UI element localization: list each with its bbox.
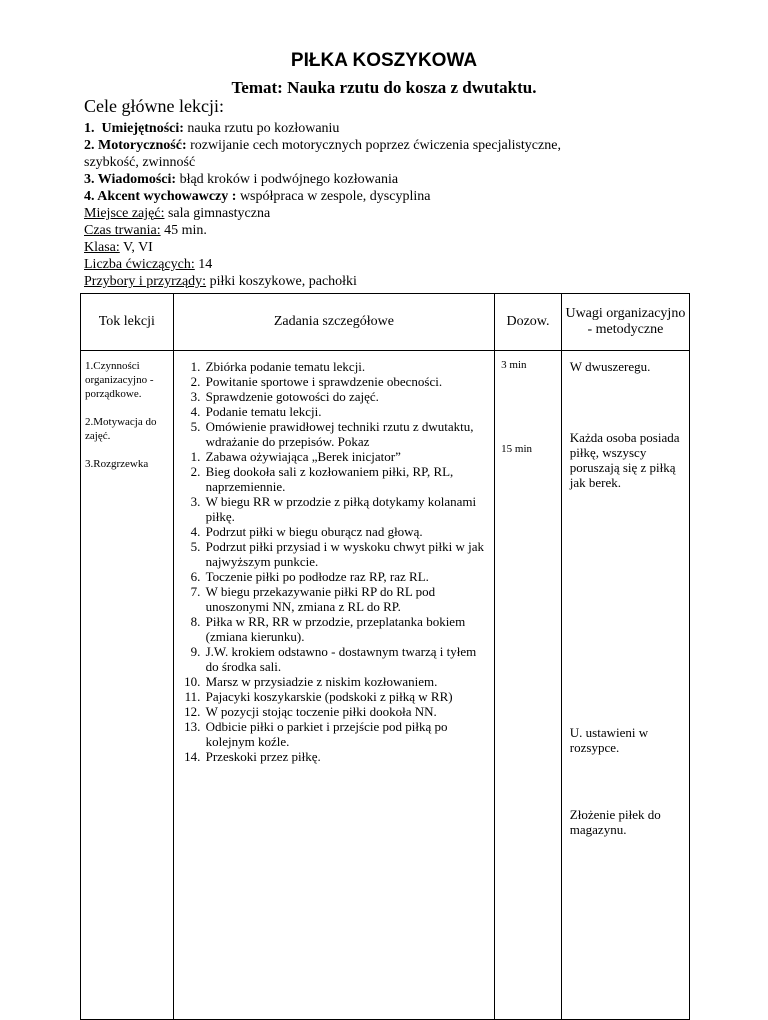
goal-4: 4. Akcent wychowawczy : współpraca w zespole, dyscyplina [84,189,431,204]
detail-place: Miejsce zajęć: sala gimnastyczna [84,206,271,221]
list-item: 3. W biegu RR w przodzie z piłką dotykamy kolanami piłkę. [204,494,489,524]
list-item: 2. Powitanie sportowe i sprawdzenie obecności. [204,374,489,389]
task-list-organizational [178,359,489,449]
dose-value: 3 min [501,359,527,371]
list-item: 5. Podrzut piłki przysiad i w wyskoku chwyt piłki w jak najwyższym punkcie. [204,539,489,569]
dose-cell [495,351,562,1020]
list-item: 3. Sprawdzenie gotowości do zajęć. [204,389,489,404]
header-zadania: Zadania szczegółowe [173,294,495,351]
list-item: 12. W pozycji stojąc toczenie piłki dookoła NN. [204,704,489,719]
list-item: 2. Bieg dookoła sali z kozłowaniem piłki, RP, RL, naprzemiennie. [204,464,489,494]
stages-cell [81,351,174,1020]
goal-2: 2. Motoryczność: rozwijanie cech motorycznych poprzez ćwiczenia specjalistyczne, [84,138,561,153]
stage-item: 3.Rozgrzewka [85,458,149,470]
stage-item: 1.Czynności organizacyjno - porządkowe. [85,360,154,400]
list-item: 1. Zabawa ożywiająca „Berek inicjator” [204,449,489,464]
list-item: 7. W biegu przekazywanie piłki RP do RL pod unoszonymi NN, zmiana z RL do RP. [204,584,489,614]
lesson-plan-table [80,293,690,1020]
note-item: W dwuszeregu. [569,359,651,374]
header-dozowanie: Dozow. [495,294,562,351]
detail-class: Klasa: V, VI [84,240,153,255]
goal-1: 1. Umiejętności: nauka rzutu po kozłowaniu [84,121,340,136]
list-item: 1. Zbiórka podanie tematu lekcji. [204,359,489,374]
goals-heading: Cele główne lekcji: [84,96,224,116]
page-title: PIŁKA KOSZYKOWA [290,50,478,71]
list-item: 11. Pajacyki koszykarskie (podskoki z piłką w RR) [204,689,489,704]
list-item: 10. Marsz w przysiadzie z niskim kozłowaniem. [204,674,489,689]
note-item: Każda osoba posiada piłkę, wszyscy poruszają się z piłką jak berek. [569,430,680,490]
list-item: 8. Piłka w RR, RR w przodzie, przeplatanka bokiem (zmiana kierunku). [204,614,489,644]
header-tok-lekcji: Tok lekcji [81,294,174,351]
table-row [81,351,690,1020]
list-item: 9. J.W. krokiem odstawno - dostawnym twarzą i tyłem do środka sali. [204,644,489,674]
tasks-cell [173,351,495,1020]
list-item: 4. Podrzut piłki w biegu oburącz nad głową. [204,524,489,539]
goal-2-continuation: szybkość, zwinność [84,155,196,170]
task-list-warmup [178,464,489,764]
lesson-info [84,120,704,290]
table-header-row [81,294,690,351]
detail-equipment: Przybory i przyrządy: piłki koszykowe, pachołki [84,274,357,289]
list-item: 4. Podanie tematu lekcji. [204,404,489,419]
list-item: 13. Odbicie piłki o parkiet i przejście pod piłką po kolejnym koźle. [204,719,489,749]
dose-value: 15 min [501,443,533,455]
goal-3: 3. Wiadomości: błąd kroków i podwójnego kozłowania [84,172,399,187]
stage-item: 2.Motywacja do zajęć. [85,416,157,442]
header-uwagi: Uwagi organizacyjno - metodyczne [561,294,689,351]
notes-cell [561,351,689,1020]
list-item: 5. Omówienie prawidłowej techniki rzutu z dwutaktu, wdrażanie do przepisów. Pokaz [204,419,489,449]
list-item: 14. Przeskoki przez piłkę. [204,749,489,764]
lesson-subject: Temat: Nauka rzutu do kosza z dwutaktu. [231,78,537,97]
task-list-game [178,449,489,464]
detail-duration: Czas trwania: 45 min. [84,223,207,238]
list-item: 6. Toczenie piłki po podłodze raz RP, raz RL. [204,569,489,584]
detail-participants: Liczba ćwiczących: 14 [84,257,213,272]
note-item: Złożenie piłek do magazynu. [569,807,661,837]
note-item: U. ustawieni w rozsypce. [569,725,649,755]
